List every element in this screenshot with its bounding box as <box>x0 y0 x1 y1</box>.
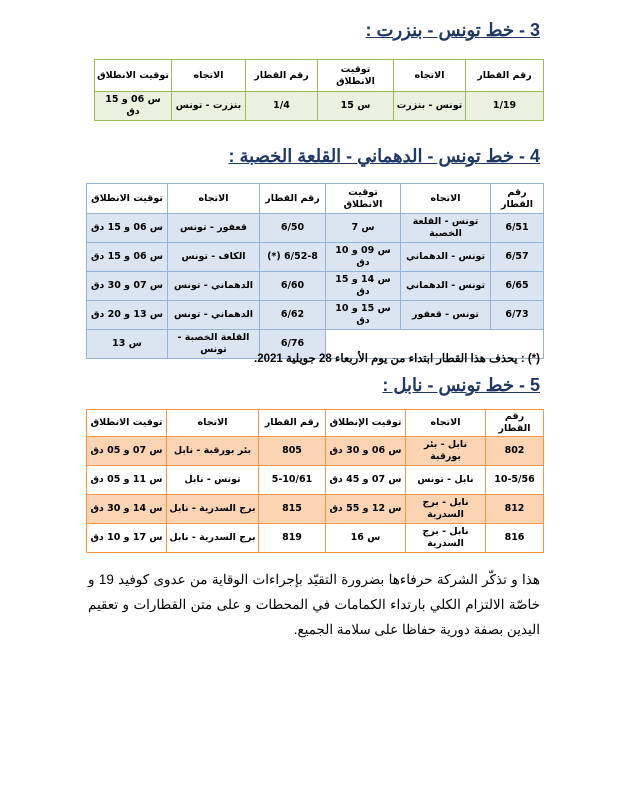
header-train-number: رقم القطار <box>259 410 326 437</box>
cell: نابل - بئر بورقبة <box>406 437 486 466</box>
closing-paragraph: هذا و تذكّر الشركة حرفاءها بضرورة التقيّد بإجراءات الوقاية من عدوى كوفيد 19 و خاصّة الالتزام الكلي بارتداء الكمامات في المحطات و على متن القطارات و تعقيم اليدين بصفة دورية حفاظا على سلامة الجميع. <box>88 572 540 637</box>
section-3-title: 3 - خط تونس - بنزرت : <box>365 20 540 40</box>
table-row <box>87 214 544 243</box>
cell: 815 <box>259 495 326 524</box>
cell: بنزرت - تونس <box>172 92 246 121</box>
cell: س 06 و 30 دق <box>326 437 406 466</box>
schedule-table-tunis-bizerte <box>94 59 544 121</box>
cell: 10-5/56 <box>486 466 544 495</box>
cell: 6/52-8 (*) <box>260 243 326 272</box>
cell: برج السدرية - نابل <box>167 495 259 524</box>
cell: 6/73 <box>491 301 544 330</box>
cell: س 13 و 20 دق <box>87 301 168 330</box>
cell: 6/51 <box>491 214 544 243</box>
cell: س 15 و 10 دق <box>326 301 401 330</box>
header-direction: الاتجاه <box>168 184 260 214</box>
section-4-title: 4 - خط تونس - الدهماني - القلعة الخصبة : <box>228 146 540 166</box>
table-header-row <box>87 410 544 437</box>
header-train-number: رقم القطار <box>486 410 544 437</box>
header-departure-time: توقيت الانطلاق <box>318 60 394 92</box>
cell: 6/76 <box>260 330 326 359</box>
cell: س 15 <box>318 92 394 121</box>
cell: س 07 و 05 دق <box>87 437 167 466</box>
table-header-row <box>87 184 544 214</box>
header-departure-time: توقيت الانطلاق <box>87 184 168 214</box>
header-departure-time: توقيت الانطلاق <box>95 60 172 92</box>
cell: س 7 <box>326 214 401 243</box>
cell: 1/4 <box>246 92 318 121</box>
cell: 1/19 <box>466 92 544 121</box>
cell: 816 <box>486 524 544 553</box>
cell: تونس - القلعة الخصبة <box>401 214 491 243</box>
header-departure-time: توقيت الإنطلاق <box>326 410 406 437</box>
cell: س 06 و 15 دق <box>87 243 168 272</box>
header-direction: الاتجاه <box>406 410 486 437</box>
cell: بئر بورقبة - نابل <box>167 437 259 466</box>
cell: س 06 و 15 دق <box>95 92 172 121</box>
footnote: (*) : يحذف هذا القطار ابتداء من يوم الأربعاء 28 جويلية 2021. <box>254 353 540 365</box>
cell: 819 <box>259 524 326 553</box>
header-train-number: رقم القطار <box>260 184 326 214</box>
cell: نابل - برج السدرية <box>406 495 486 524</box>
schedule-table-tunis-dahmani <box>86 183 544 359</box>
cell: س 06 و 15 دق <box>87 214 168 243</box>
cell: تونس - بنزرت <box>394 92 466 121</box>
section-5-title: 5 - خط تونس - نابل : <box>382 375 540 395</box>
cell: تونس - قعفور <box>401 301 491 330</box>
cell: القلعة الخصبة - تونس <box>168 330 260 359</box>
cell: الدهماني - تونس <box>168 301 260 330</box>
cell: 802 <box>486 437 544 466</box>
cell: 6/62 <box>260 301 326 330</box>
cell: س 07 و 45 دق <box>326 466 406 495</box>
table-row <box>95 92 544 121</box>
cell: قعفور - تونس <box>168 214 260 243</box>
cell: 805 <box>259 437 326 466</box>
cell: س 16 <box>326 524 406 553</box>
table-row <box>87 495 544 524</box>
header-departure-time: توقيت الانطلاق <box>87 410 167 437</box>
cell: س 17 و 10 دق <box>87 524 167 553</box>
cell: 6/57 <box>491 243 544 272</box>
cell: س 14 و 30 دق <box>87 495 167 524</box>
header-direction: الاتجاه <box>401 184 491 214</box>
header-direction: الاتجاه <box>394 60 466 92</box>
cell: س 11 و 05 دق <box>87 466 167 495</box>
header-direction: الاتجاه <box>172 60 246 92</box>
cell: نابل - برج السدرية <box>406 524 486 553</box>
table-row <box>87 437 544 466</box>
cell: نابل - تونس <box>406 466 486 495</box>
cell: 6/60 <box>260 272 326 301</box>
cell: س 13 <box>87 330 168 359</box>
header-departure-time: توقيت الانطلاق <box>326 184 401 214</box>
header-train-number: رقم القطار <box>246 60 318 92</box>
table-row <box>87 524 544 553</box>
table-row <box>87 466 544 495</box>
cell: س 14 و 15 دق <box>326 272 401 301</box>
cell: برج السدرية - نابل <box>167 524 259 553</box>
schedule-table-tunis-nabeul <box>86 409 544 553</box>
cell: س 09 و 10 دق <box>326 243 401 272</box>
table-row <box>87 272 544 301</box>
cell: 812 <box>486 495 544 524</box>
cell: 6/65 <box>491 272 544 301</box>
cell: س 07 و 30 دق <box>87 272 168 301</box>
cell: الكاف - تونس <box>168 243 260 272</box>
cell: س 12 و 55 دق <box>326 495 406 524</box>
cell: تونس - الدهماني <box>401 272 491 301</box>
header-direction: الاتجاه <box>167 410 259 437</box>
cell: 5-10/61 <box>259 466 326 495</box>
table-header-row <box>95 60 544 92</box>
cell: تونس - الدهماني <box>401 243 491 272</box>
cell: تونس - نابل <box>167 466 259 495</box>
table-row <box>87 301 544 330</box>
cell: 6/50 <box>260 214 326 243</box>
table-row <box>87 243 544 272</box>
header-train-number: رقم القطار <box>491 184 544 214</box>
cell: الدهماني - تونس <box>168 272 260 301</box>
header-train-number: رقم القطار <box>466 60 544 92</box>
